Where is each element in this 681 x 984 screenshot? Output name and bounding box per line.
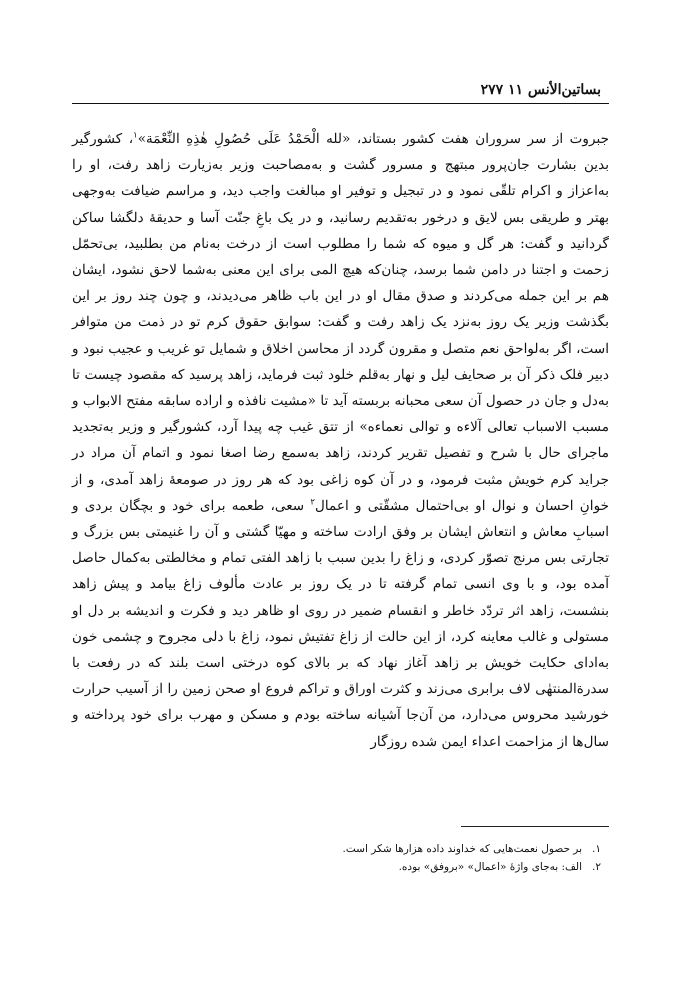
footnote-ref-1[interactable]: ۱ (133, 130, 138, 141)
footnote-number: ۱. (592, 843, 601, 855)
footnotes (101, 840, 601, 876)
body-text-part-3: سعی، طعمه برای خود و بچگان بردی و اسبابِ معاش و انتعاش ایشان بر وفق ارادت ساخته و مهیّا گشتی و آن را غنیمتی بس بزرگ و تجارتی بس مرنج تصوّر کردی، و زاغ را بدین سبب با زاهد الفتی تمام و مخالطتی به‌کمال حاصل آمده بود، و با وی انسی تمام گرفته تا در یک روز بر عادت مألوف زاغ بیامد و پیش زاهد بنشست، زاهد اثر تردّد خاطر و انقسام ضمیر در روی او ظاهر دید و فکرت و اندیشه بر دل او مستولی و غالب معاینه کرد، از این حالت از زاغ تفتیش نمود، زاغ با دلی مجروح و چشمی خون به‌ادای حکایت خویش بر زاهد آغاز نهاد که بر بالای کوه درختی است بلند که در رفعت با سدرةالمنتهٰی لاف برابری می‌زند و کثرت اوراق و تراکم فروع او صحن زمین را از آسیب حرارت خورشید محروس می‌دارد، من آن‌جا آشیانه ساخته بودم و مسکن و مهرب برای خود پرداخته و سال‌ها از مزاحمت اعداء ایمن شده روزگار (72, 497, 609, 750)
footnote-ref-2[interactable]: ۲ (310, 497, 315, 508)
running-title: بساتین‌الأنس ۱۱ ۲۷۷ (480, 82, 601, 98)
body-text-part-2: ، کشورگیر بدین بشارت جان‌پرور مبتهج و مسرور گشت و به‌مصاحبت وزیر به‌زیارت زاهد رفت، او را به‌اعزاز و اکرام تلقّی نمود و در تبجیل و توفیر او مبالغت واجب دید، و مراسم ضیافت به‌وجهی بهتر و طریقی بس لایق و درخور به‌تقدیم رسانید، و در یک باغِ جنّت آسا و حدیقهٔ دلگشا ساکن گردانید و گفت: هر گل و میوه که شما را مطلوب است از درخت به‌نام من بطلبید، بی‌تحمّل زحمت و اجتنا در دامن شما برسد، چنان‌که هیچ المی برای این معنی به‌شما لاحق نشود، ایشان هم بر این جمله می‌کردند و صدق مقال او در این باب ظاهر می‌دیدند، و چون چند روز بر این بگذشت وزیر یک روز به‌نزد یک زاهد رفت و گفت: سوابق حقوق کرم تو در ذمت من متوافر است، اگر به‌لواحق نعم متصل و مقرون گردد از محاسن اخلاق و شمایل تو غریب و عجیب نبود و دبیر فلک ذکر آن بر صحایف لیل و نهار به‌قلم خلود ثبت فرماید، زاهد پرسید که مقصود چیست تا به‌دل و جان در حصول آن سعی محبانه بربسته آید تا «مشیت نافذه و اراده سابقه مفتح الابواب و مسبب الاسباب تعالی آلاءه و توالی نعماءه» از تتق غیب چه پیدا آرد، کشورگیر و وزیر به‌تجدید ماجرای حال با شرح و تفصیل تقریر کردند، زاهد به‌سمع رضا اصغا نمود و اتمام آن مراد در جراید کرم خویش مثبت فرمود، و در آن کوه زاغی بود که هر روز در صومعهٔ زاهد آمدی، و از خوانِ احسان و نوال او بی‌احتمال مشقّتی و اعمال (72, 131, 609, 514)
footnote-item (101, 858, 601, 876)
footnote-text: بر حصول نعمت‌هایی که خداوند داده هزارها شکر است. (342, 843, 583, 855)
header-rule (72, 103, 609, 104)
footnote-number: ۲. (592, 861, 601, 873)
running-head (481, 82, 601, 98)
footnote-item (101, 840, 601, 858)
footnote-separator (461, 826, 609, 827)
body-text-part-1: جبروت از سر سروران هفت کشور بستاند، «لله الْحَمْدُ عَلَی حُصُولِ هٰذِهِ النِّعْمَة» (137, 131, 609, 147)
body-paragraph (72, 126, 609, 755)
footnote-text: الف: به‌جای واژهٔ «اعمال» «بروفق» بوده. (398, 861, 583, 873)
